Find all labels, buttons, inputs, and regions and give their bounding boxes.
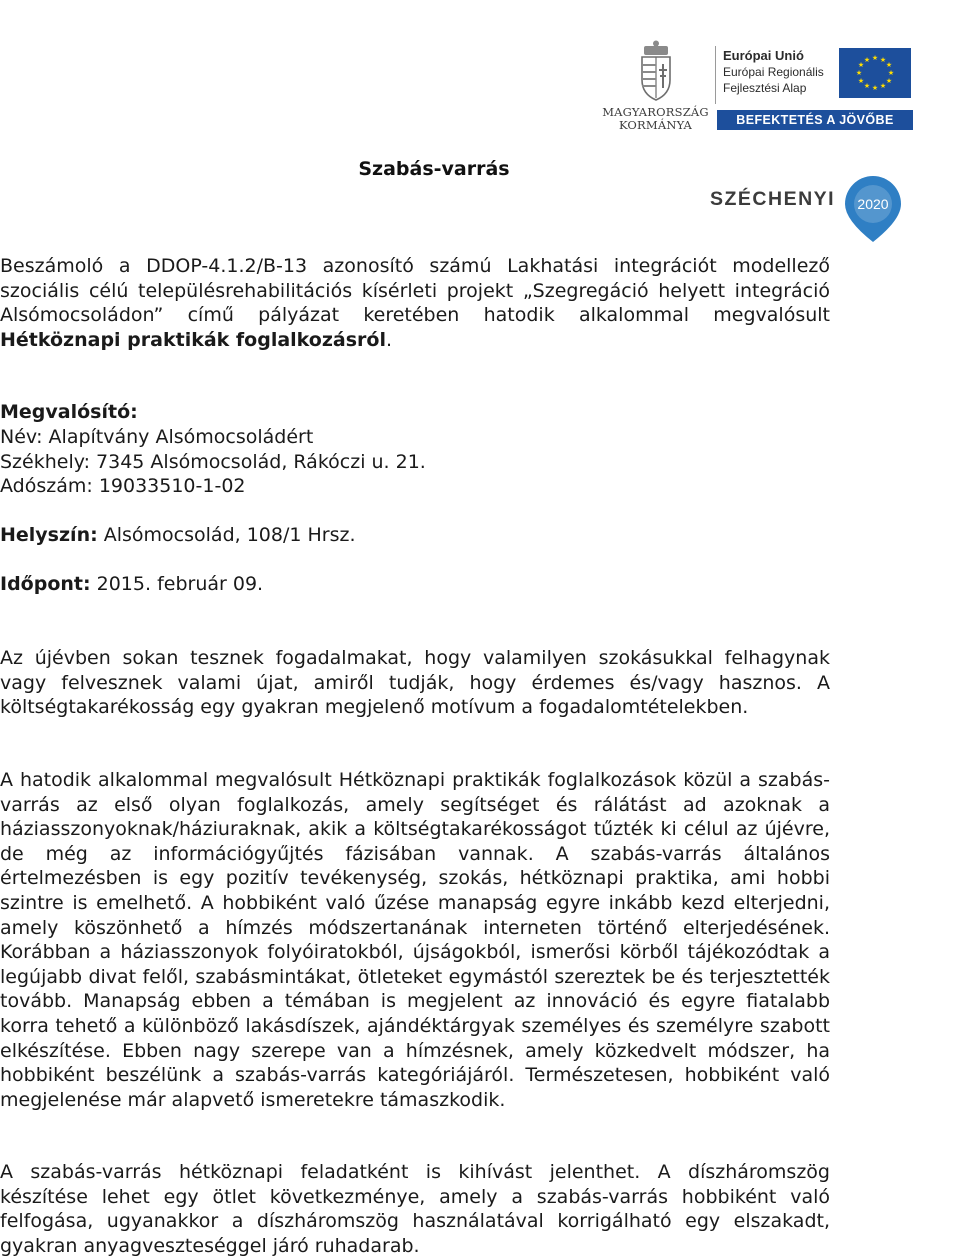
intro-paragraph (0, 254, 830, 352)
svg-text:★: ★ (871, 54, 879, 62)
date-value: 2015. február 09. (90, 573, 264, 595)
header-logos (598, 30, 928, 245)
eu-slogan-band: BEFEKTETÉS A JÖVŐBE (717, 110, 913, 130)
svg-text:★: ★ (879, 56, 887, 64)
intro-text: Beszámoló a DDOP-4.1.2/B-13 azonosító számú Lakhatási integrációt modellező szociális célú településrehabilitációs kísérleti projekt „Szegregáció helyett integráció Alsómocsoládon” című pályázat keretében hatodik alkalommal megvalósult (0, 255, 830, 327)
implementer-name: Név: Alapítvány Alsómocsoládért (0, 426, 314, 448)
intro-event-name: Hétköznapi praktikák foglalkozásról (0, 328, 386, 351)
svg-text:★: ★ (857, 77, 865, 85)
implementer-tax-number: Adószám: 19033510-1-02 (0, 475, 246, 497)
szechenyi-2020-pin-icon (842, 174, 904, 244)
implementer-seat: Székhely: 7345 Alsómocsolád, Rákóczi u. 21. (0, 451, 426, 473)
svg-text:★: ★ (887, 69, 895, 77)
body-paragraph-2: A hatodik alkalommal megvalósult Hétköznapi praktikák foglalkozások közül a szabás-varrás az első olyan foglalkozás, amely segítséget és rálátást ad azoknak a háziasszonyoknak/háziuraknak, akik a költségtakarékosságot tűzték ki célul az újévre, de még az információgyűjtés fázisában vannak. A szabás-varrás általános értelmezésben is egy pozitív tevékenység, szokás, hétköznapi praktika, ami hobbi szintre is emelhető. A hobbiként való űzése manapság egyre inkább kezd elterjedni, amely köszönhető a hímzés módszertanának interneten történő elterjedésének. Korábban a háziasszonyok folyóiratokból, újságokból, ismerősi körből tájékozódtak a legújabb divat felől, szabásmintákat, ötleteket egymástól szereztek be és terjesztették tovább. Manapság ebben a témában is megjelent az innováció és egyre fiatalabb korra tehető a különböző lakásdíszek, ajándéktárgyak személyes és személyre szabott elkészítése. Ebben nagy szerepe van a hímzésnek, amely közkedvelt módszer, ha hobbiként beszélünk a szabás-varrás kategóriájáról. Természetesen, hobbiként való megjelenése már alapvető ismeretekre támaszkodik. (0, 769, 830, 1111)
intro-end: . (385, 328, 393, 351)
location-value: Alsómocsolád, 108/1 Hrsz. (97, 524, 356, 546)
szechenyi-wordmark: SZÉCHENYI (710, 188, 836, 210)
svg-text:★: ★ (863, 82, 871, 90)
location-label: Helyszín: (0, 524, 98, 546)
body-paragraph-1: Az újévben sokan tesznek fogadalmakat, hogy valamilyen szokásukkal felhagynak vagy felvesznek valami újat, amiről tudják, hogy érdemes és/vagy hasznos. A költségtakarékosság egy gyakran megjelenő motívum a fogadalomtételekben. (0, 647, 830, 719)
location-line (0, 523, 356, 548)
eu-fund-line1: Európai Regionális (723, 65, 824, 79)
eu-name: Európai Unió (723, 48, 804, 63)
government-name-line1: MAGYARORSZÁG (602, 105, 709, 119)
eu-divider (715, 46, 716, 104)
hungarian-government-logo (598, 30, 713, 132)
eu-fund-line2: Fejlesztési Alap (723, 81, 807, 95)
coat-of-arms-icon (636, 40, 676, 102)
implementer-label: Megvalósító: (0, 401, 138, 423)
government-name-line2: KORMÁNYA (618, 118, 693, 132)
svg-text:★: ★ (885, 61, 893, 69)
svg-text:★: ★ (879, 82, 887, 90)
svg-text:★: ★ (855, 69, 863, 77)
date-line (0, 572, 263, 597)
document-title: Szabás-varrás (358, 158, 510, 180)
svg-text:★: ★ (871, 84, 879, 92)
svg-text:★: ★ (885, 77, 893, 85)
svg-text:★: ★ (863, 56, 871, 64)
svg-text:★: ★ (857, 61, 865, 69)
szechenyi-year: 2020 (857, 196, 889, 212)
date-label: Időpont: (0, 573, 91, 595)
eu-flag-icon (839, 48, 911, 98)
body-paragraph-3: A szabás-varrás hétköznapi feladatként is kihívást jelenthet. A díszháromszög készítése lehet egy ötlet következménye, amely a szabás-varrás hobbiként való felfogása, ugyanakkor a díszháromszög használatával korrigálható egy elszakadt, gyakran anyagveszteséggel járó ruhadarab. (0, 1161, 830, 1257)
eu-text (723, 48, 824, 96)
